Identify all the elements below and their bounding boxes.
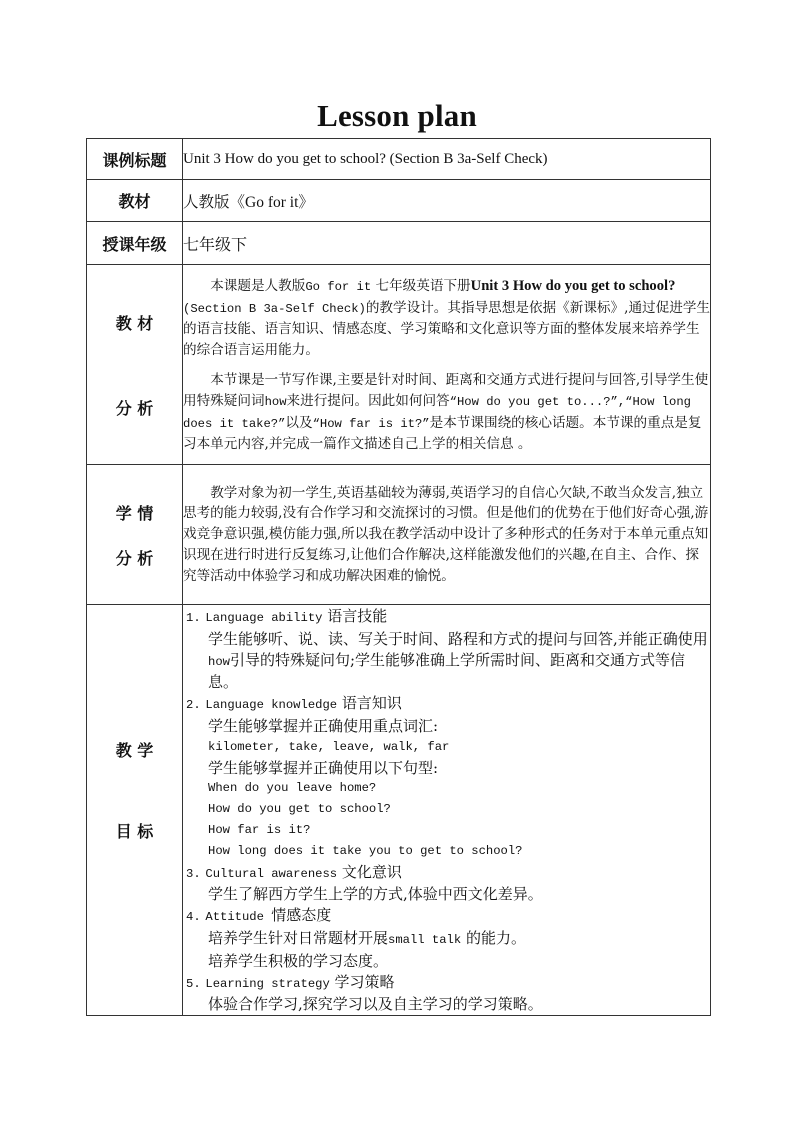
text-run: 的能力。 xyxy=(465,928,526,947)
value-grade: 七年级下 xyxy=(183,222,711,265)
text-run: Attitude xyxy=(205,910,272,925)
text-run: 学生能够听、说、读、写关于时间、路程和方式的提问与回答,并能正确使用 xyxy=(208,629,708,648)
value-textbook: 人教版《Go for it》 xyxy=(183,180,711,222)
text-run: Go for it xyxy=(305,279,372,294)
label-topic: 课例标题 xyxy=(87,139,183,180)
label-line: 目 标 xyxy=(115,822,154,842)
text-run: 2. xyxy=(186,698,201,713)
sentence-pattern: How do you get to school? xyxy=(208,802,391,817)
label-textbook: 教材 xyxy=(87,180,183,222)
text-run: how xyxy=(208,654,230,669)
objective-text xyxy=(183,629,710,693)
text-run: 以及 xyxy=(285,414,313,431)
text-run: 文化意识 xyxy=(341,862,402,881)
text-run: Cultural awareness xyxy=(205,866,338,881)
objective-heading xyxy=(183,972,710,995)
sentence-pattern: When do you leave home? xyxy=(208,781,377,796)
table-row-student-analysis xyxy=(87,465,711,605)
table-row-material-analysis xyxy=(87,265,711,465)
text-run: Language ability xyxy=(205,611,323,625)
label-line: 教 材 xyxy=(115,313,154,333)
text-run: 本课题是人教版 xyxy=(210,277,306,294)
table-row-topic xyxy=(87,139,711,180)
text-run: Language knowledge xyxy=(205,698,338,713)
text-run: 语言技能 xyxy=(327,607,388,625)
objective-text: 学生能够掌握并正确使用以下句型: xyxy=(208,758,439,777)
objective-heading xyxy=(183,905,710,928)
text-run: how xyxy=(264,394,287,409)
lesson-plan-table xyxy=(86,138,711,1016)
table-row-textbook xyxy=(87,180,711,222)
text-run: 学习策略 xyxy=(334,972,395,991)
text-run: 情感态度 xyxy=(271,906,332,925)
text-run: “How far is it?” xyxy=(312,416,430,431)
text-run: 引导的特殊疑问句;学生能够准确上学所需时间、距离和交通方式等信息。 xyxy=(208,650,686,692)
text-run: 3. xyxy=(186,866,201,881)
paragraph xyxy=(183,276,710,361)
objective-text: 学生能够掌握并正确使用重点词汇: xyxy=(208,716,439,735)
text-run: 语言知识 xyxy=(341,694,402,713)
objective-text xyxy=(183,928,710,951)
table-row-objectives xyxy=(87,605,711,1016)
label-line: 学 情 xyxy=(115,503,154,523)
label-line: 分 析 xyxy=(115,398,154,418)
label-grade: 授课年级 xyxy=(87,222,183,265)
objective-text: 体验合作学习,探究学习以及自主学习的学习策略。 xyxy=(208,995,543,1014)
text-run: 是本节课围绕的核心话题。本节课的重点是复习本单元内容,并完成一篇作文描述自己上学的相关信息 。 xyxy=(183,414,702,453)
text-run: 1. xyxy=(186,611,201,625)
text-run: 培养学生针对日常题材开展 xyxy=(208,928,389,947)
label-line: 教 学 xyxy=(115,741,154,761)
paragraph: 教学对象为初一学生,英语基础较为薄弱,英语学习的自信心欠缺,不敢当众发言,独立思考的能力较弱,没有合作学习和交流探讨的习惯。但是他们的优势在于他们好奇心强,游戏竞争意识强,模仿能力强,所以我在教学活动中设计了多种形式的任务对于本单元重点知识现在进行时进行反复练习,让他们合作解决,这样能激发他们的兴趣,在自主、合作、探究等活动中体验学习和成功解决困难的愉悦。 xyxy=(183,484,709,584)
text-run: 4. xyxy=(186,910,201,925)
objective-text: 学生了解西方学生上学的方式,体验中西文化差异。 xyxy=(208,885,543,904)
objective-heading xyxy=(183,862,710,885)
text-run: 本节课是一节写作课,主要是针对时间、距离和交通方式进行提问与回答,引导学生使用特殊疑问词 xyxy=(183,372,709,409)
text-run: 七年级英语下册 xyxy=(375,277,471,294)
vocabulary-list: kilometer, take, leave, walk, far xyxy=(208,739,450,754)
label-student-analysis xyxy=(87,465,183,605)
value-material-analysis xyxy=(183,265,711,465)
text-run: 5. xyxy=(186,976,201,991)
value-student-analysis xyxy=(183,465,711,605)
text-run: small talk xyxy=(388,932,462,947)
table-row-grade xyxy=(87,222,711,265)
text-run: (Section B 3a-Self Check) xyxy=(183,301,366,316)
text-run: “How do you get to...?”,“How long does it take?” xyxy=(183,394,691,431)
paragraph xyxy=(183,370,710,455)
text-run: Learning strategy xyxy=(205,976,330,991)
text-run: Unit 3 How do you get to school? xyxy=(470,277,676,294)
label-line: 分 析 xyxy=(115,548,154,568)
page-title: Lesson plan xyxy=(317,98,477,133)
value-topic: Unit 3 How do you get to school? (Section B 3a-Self Check) xyxy=(183,139,711,180)
objective-heading xyxy=(183,693,710,716)
label-objectives xyxy=(87,605,183,1016)
label-material-analysis xyxy=(87,265,183,465)
objective-text: 培养学生积极的学习态度。 xyxy=(208,951,389,970)
sentence-pattern: How long does it take you to get to school? xyxy=(208,843,523,858)
text-run: 的教学设计。其指导思想是依据《新课标》,通过促进学生的语言技能、语言知识、情感态度、学习策略和文化意识等方面的整体发展来培养学生的综合语言运用能力。 xyxy=(183,299,711,359)
objective-heading xyxy=(183,606,710,629)
sentence-pattern: How far is it? xyxy=(208,822,311,837)
text-run: 来进行提问。因此如何问答 xyxy=(286,392,450,409)
value-objectives xyxy=(183,605,711,1016)
